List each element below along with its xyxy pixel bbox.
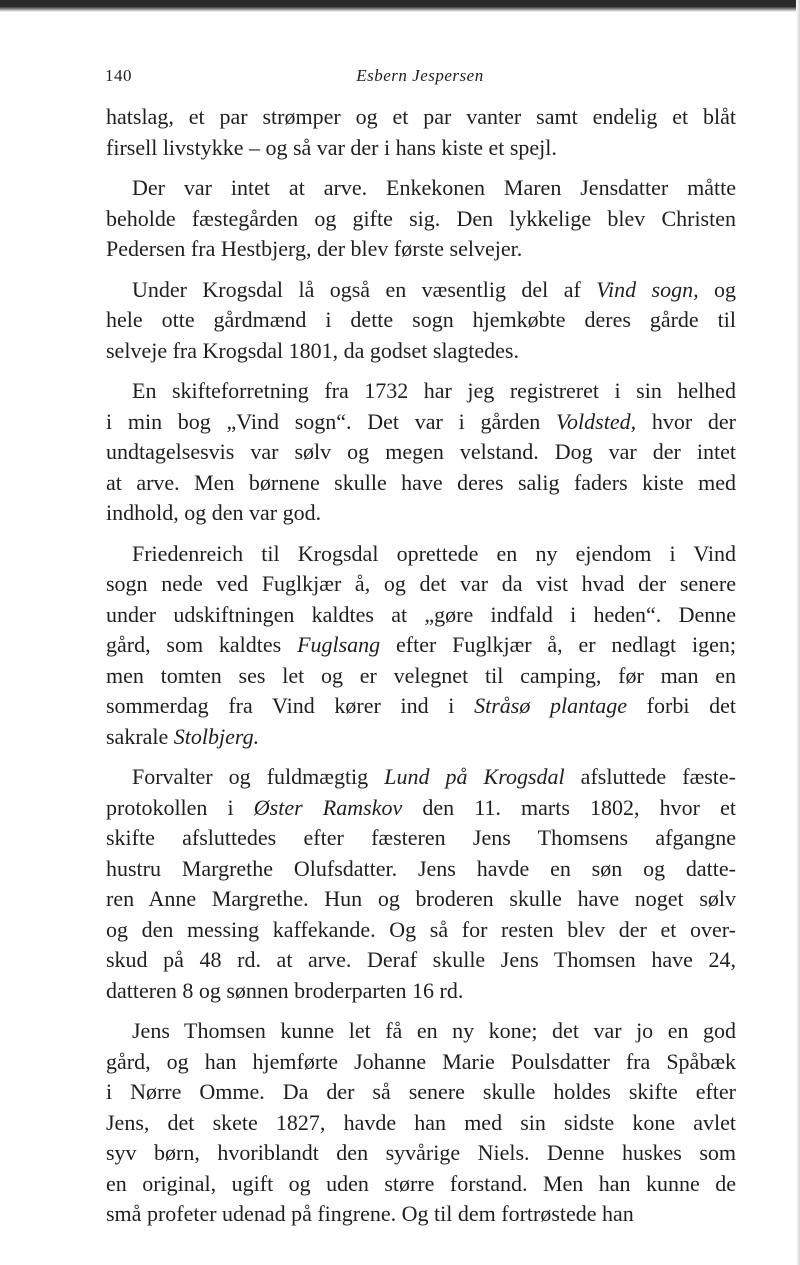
text-line: [106, 722, 736, 753]
text-line: [106, 498, 736, 529]
text-line: [106, 336, 736, 367]
text-segment: den 11. marts 1802, hvor et: [402, 794, 737, 820]
scan-edge-top: [0, 0, 800, 12]
text-segment: men tomten ses let og er velegnet til camping, før man en: [106, 662, 736, 688]
text-line: [106, 1169, 736, 1200]
text-segment: sommerdag fra Vind kører ind i: [106, 693, 475, 718]
text-segment: og: [698, 276, 737, 302]
text-line: [106, 305, 736, 336]
text-line: [106, 376, 736, 407]
text-segment: ren Anne Margrethe. Hun og broderen skulle have noget sølv: [106, 886, 736, 911]
italic-text: Stråsø plantage: [474, 693, 627, 718]
paragraph: [106, 762, 736, 1006]
text-segment: efter Fuglkjær å, er nedlagt igen;: [380, 632, 736, 657]
page-header: [105, 66, 735, 90]
text-line: [106, 823, 736, 854]
text-line: [106, 630, 736, 661]
text-line: [106, 275, 736, 306]
text-segment: en original, ugift og uden større forstand. Men han kunne de: [106, 1170, 736, 1196]
text-line: [106, 854, 736, 885]
text-segment: hele otte gårdmænd i dette sogn hjemkøbte deres gårde til: [106, 307, 736, 332]
text-line: [106, 437, 736, 468]
paragraph: [106, 275, 736, 367]
text-line: [106, 204, 736, 235]
text-line: [106, 1138, 736, 1169]
text-segment: i Nørre Omme. Da der så senere skulle holdes skifte efter: [106, 1079, 736, 1104]
paragraph: [106, 102, 736, 163]
text-line: [106, 915, 736, 946]
text-segment: datteren 8 og sønnen broderparten 16 rd.: [106, 977, 464, 1003]
text-segment: Jens, det skete 1827, havde han med sin sidste kone avlet: [106, 1109, 736, 1135]
text-line: [106, 793, 736, 824]
body-text: [106, 102, 736, 1240]
text-segment: protokollen i: [106, 794, 254, 820]
text-line: [106, 539, 736, 570]
italic-text: Stolbjerg.: [173, 723, 260, 749]
text-segment: afsluttede fæste-: [564, 764, 737, 789]
text-segment: indhold, og den var god.: [106, 500, 322, 525]
text-segment: at arve. Men børnene skulle have deres salig faders kiste med: [106, 469, 736, 495]
text-segment: En skifteforretning fra 1732 har jeg registreret i sin helhed: [132, 378, 736, 403]
text-segment: beholde fæstegården og gifte sig. Den lykkelige blev Christen: [106, 205, 736, 231]
text-line: [106, 600, 736, 631]
paragraph: [106, 173, 736, 265]
text-segment: i min bog „Vind sogn“. Det var i gården: [106, 408, 557, 434]
text-line: [106, 1199, 736, 1230]
text-segment: Pedersen fra Hestbjerg, der blev første selvejer.: [106, 236, 523, 261]
text-segment: skifte afsluttedes efter fæsteren Jens Thomsens afgangne: [106, 825, 736, 850]
paragraph: [106, 1016, 736, 1230]
text-line: [106, 1108, 736, 1139]
text-line: [106, 762, 736, 793]
text-segment: undtagelsesvis var sølv og megen velstand. Dog var der intet: [106, 439, 736, 464]
text-segment: hustru Margrethe Olufsdatter. Jens havde en søn og datte-: [106, 855, 736, 881]
text-line: [106, 884, 736, 915]
text-segment: hatslag, et par strømper og et par vanter samt endelig et blåt: [106, 104, 736, 129]
text-line: [106, 234, 736, 265]
text-line: [106, 102, 736, 133]
running-head: Esbern Jespersen: [356, 66, 484, 85]
scan-edge-right: [796, 0, 800, 1265]
paragraph: [106, 539, 736, 753]
italic-text: Øster Ramskov: [253, 794, 403, 820]
page-number: 140: [105, 66, 132, 85]
text-segment: firsell livstykke – og så var der i hans kiste et spejl.: [106, 134, 557, 160]
text-segment: selveje fra Krogsdal 1801, da godset slagtedes.: [106, 337, 519, 363]
italic-text: Voldsted,: [556, 408, 637, 434]
text-segment: Friedenreich til Krogsdal oprettede en ny ejendom i Vind: [132, 540, 736, 566]
text-segment: Forvalter og fuldmægtig: [132, 764, 385, 789]
text-segment: Jens Thomsen kunne let få en ny kone; det var jo en god: [132, 1018, 736, 1043]
text-segment: Der var intet at arve. Enkekonen Maren Jensdatter måtte: [132, 175, 736, 200]
text-segment: forbi det: [626, 693, 736, 718]
text-segment: syv børn, hvoriblandt den syvårige Niels. Denne huskes som: [106, 1140, 736, 1165]
italic-text: Vind sogn,: [596, 276, 699, 302]
text-segment: gård, og han hjemførte Johanne Marie Poulsdatter fra Spåbæk: [106, 1048, 736, 1074]
text-segment: Under Krogsdal lå også en væsentlig del af: [132, 276, 597, 302]
text-line: [106, 945, 736, 976]
text-segment: under udskiftningen kaldtes at „gøre indfald i heden“. Denne: [106, 601, 736, 627]
text-line: [106, 1077, 736, 1108]
text-line: [106, 173, 736, 204]
text-segment: små profeter udenad på fingrene. Og til dem fortrøstede han: [106, 1201, 634, 1226]
text-line: [106, 569, 736, 600]
text-line: [106, 691, 736, 722]
text-line: [106, 976, 736, 1007]
text-line: [106, 1047, 736, 1078]
text-line: [106, 661, 736, 692]
italic-text: Lund på Krogsdal: [384, 764, 565, 789]
text-segment: og den messing kaffekande. Og så for resten blev der et over-: [106, 916, 736, 942]
text-line: [106, 468, 736, 499]
text-segment: gård, som kaldtes: [106, 632, 298, 657]
paragraph: [106, 376, 736, 529]
text-segment: sakrale: [106, 723, 174, 749]
text-line: [106, 407, 736, 438]
text-segment: sogn nede ved Fuglkjær å, og det var da vist hvad der senere: [106, 571, 736, 596]
text-segment: skud på 48 rd. at arve. Deraf skulle Jens Thomsen have 24,: [106, 947, 736, 972]
text-line: [106, 133, 736, 164]
text-segment: hvor der: [636, 408, 736, 434]
text-line: [106, 1016, 736, 1047]
italic-text: Fuglsang: [297, 632, 381, 657]
